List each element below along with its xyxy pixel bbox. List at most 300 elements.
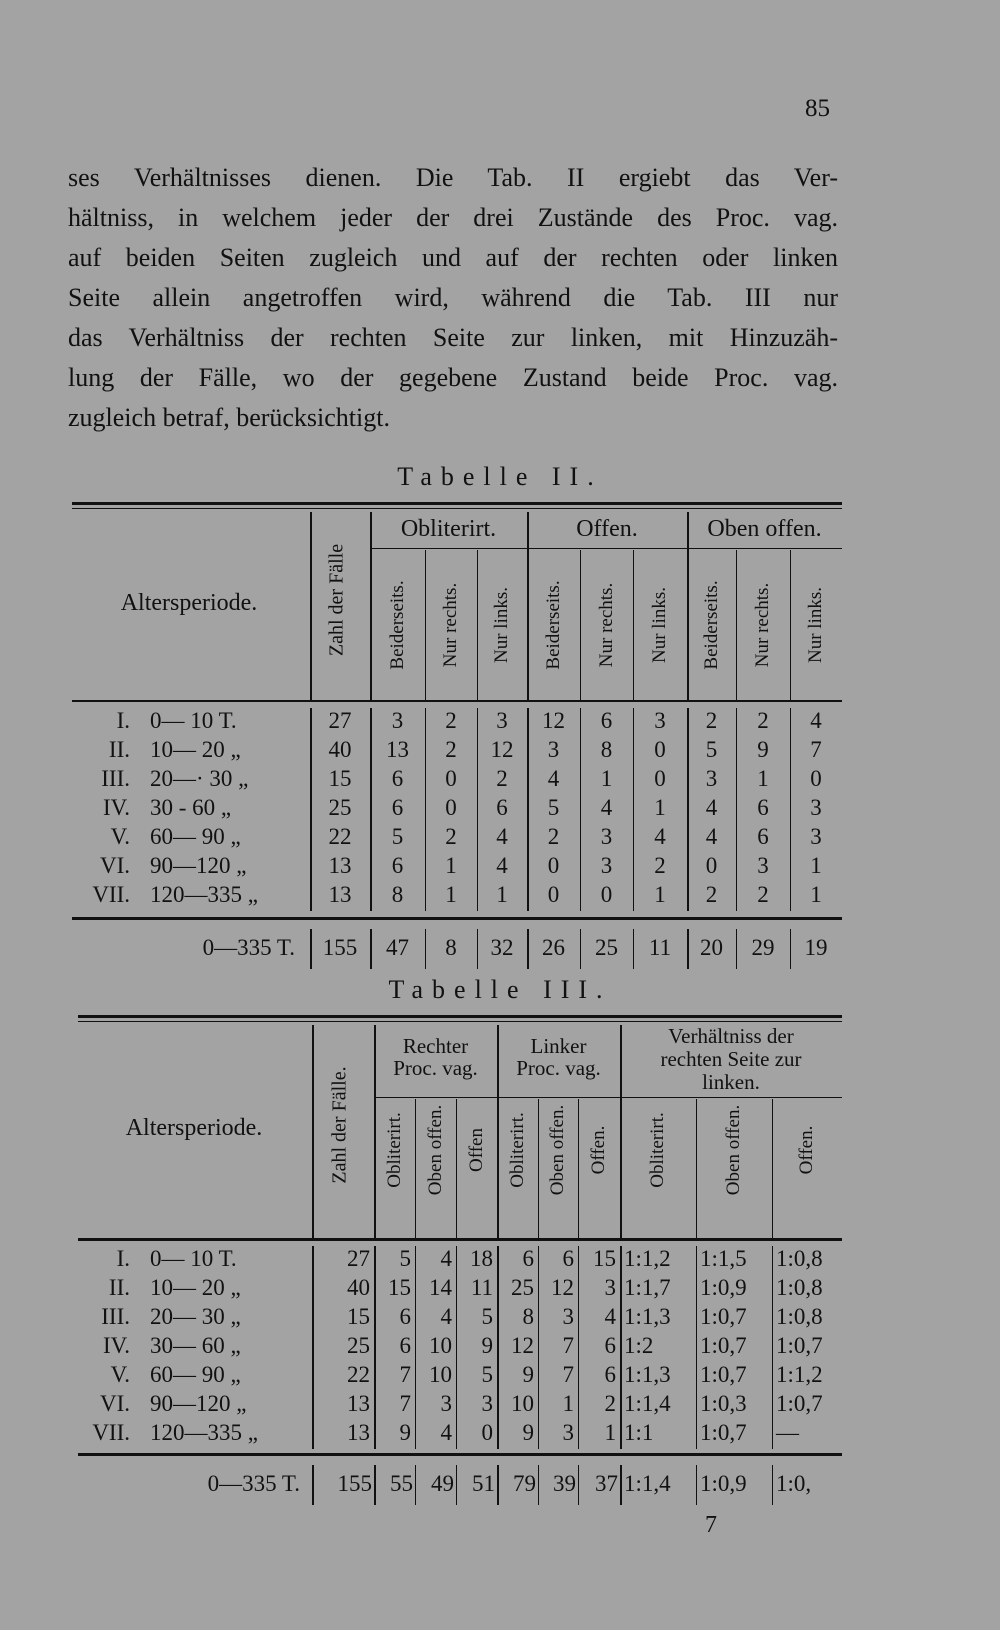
column-rule: [736, 550, 737, 700]
column-rule: [374, 1275, 376, 1304]
column-rule: [687, 512, 689, 700]
column-rule: [370, 766, 372, 795]
column-rule: [772, 1275, 773, 1304]
column-rule: [620, 1391, 622, 1420]
column-rule: [620, 1333, 622, 1362]
cell-value: 7: [810, 737, 822, 762]
cell-value: 3: [757, 853, 769, 878]
column-rule: [497, 1025, 499, 1238]
column-rule: [578, 1465, 579, 1505]
cell-value: 25: [347, 1333, 370, 1358]
column-rule: [477, 795, 478, 824]
cell-value: 1:1,2: [776, 1362, 823, 1387]
row-header-label: Altersperiode.: [120, 590, 258, 616]
cell-value: 15: [347, 1304, 370, 1329]
column-rule: [790, 795, 791, 824]
table-rule: [687, 548, 842, 549]
column-rule: [687, 708, 689, 737]
total-value: 47: [386, 935, 409, 960]
column-rule: [578, 1099, 579, 1238]
cell-value: 4: [440, 1420, 452, 1445]
cell-value: 2: [547, 824, 560, 849]
column-rule: [310, 766, 312, 795]
cell-value: 1:1,4: [624, 1391, 671, 1416]
table-rule: [72, 917, 842, 920]
column-rule: [456, 1420, 457, 1449]
column-rule: [374, 1465, 376, 1505]
cell-value: 1:0,3: [700, 1391, 747, 1416]
paragraph-line: Seite allein angetroffen wird, während die Tab. III nur: [68, 283, 838, 312]
column-rule: [687, 929, 689, 969]
column-rule: [374, 1304, 376, 1333]
cell-value: 7: [562, 1362, 574, 1387]
cell-value: 12: [551, 1275, 574, 1300]
row-number: VI.: [99, 853, 130, 878]
row-number: I.: [116, 708, 130, 733]
total-value: 25: [595, 935, 618, 960]
subheader: Oben offen.: [424, 1104, 446, 1196]
paragraph-line: auf beiden Seiten zugleich und auf der rechten oder linken: [68, 243, 838, 272]
group-header: Linker: [530, 1034, 587, 1058]
cell-value: 3: [440, 1391, 452, 1416]
cell-value: 0: [445, 795, 457, 820]
cell-value: 1: [757, 766, 769, 791]
cell-value: 2: [757, 708, 769, 733]
column-rule: [310, 929, 312, 969]
column-rule: [696, 1391, 697, 1420]
column-rule: [374, 1420, 376, 1449]
cell-value: 14: [429, 1275, 452, 1300]
subheader: Oben offen.: [547, 1104, 568, 1196]
column-rule: [415, 1362, 416, 1391]
row-number: IV.: [102, 795, 130, 820]
cell-value: 27: [347, 1246, 370, 1271]
total-value: 26: [542, 935, 565, 960]
cell-value: 10: [511, 1391, 534, 1416]
column-rule: [696, 1420, 697, 1449]
count-header: Zahl der Fälle: [325, 543, 348, 657]
cell-value: 4: [440, 1304, 452, 1329]
column-rule: [620, 1465, 622, 1505]
cell-value: 4: [705, 795, 718, 820]
column-rule: [580, 766, 581, 795]
table-rule: [72, 508, 842, 509]
paragraph-line: ses Verhältnisses dienen. Die Tab. II ergiebt das Ver-: [68, 163, 838, 192]
column-rule: [527, 853, 529, 882]
group-header: Offen.: [576, 516, 638, 542]
total-value: 39: [553, 1471, 576, 1496]
column-rule: [772, 1420, 773, 1449]
column-rule: [370, 708, 372, 737]
column-rule: [538, 1304, 539, 1333]
column-rule: [415, 1465, 416, 1505]
cell-value: 40: [347, 1275, 370, 1300]
column-rule: [310, 512, 312, 700]
cell-value: 0: [654, 766, 666, 791]
cell-value: 1:0,7: [700, 1304, 747, 1329]
cell-value: 1: [810, 853, 822, 878]
column-rule: [633, 929, 634, 969]
total-label: 0—335 T.: [202, 935, 295, 960]
total-value: 155: [322, 935, 358, 960]
cell-value: 13: [328, 853, 352, 878]
column-rule: [578, 1362, 579, 1391]
cell-value: 1:0,7: [700, 1333, 747, 1358]
cell-value: 6: [522, 1246, 534, 1271]
cell-value: 13: [328, 882, 352, 907]
cell-value: 5: [391, 824, 404, 849]
cell-value: 4: [654, 824, 666, 849]
row-range: 120—335 „: [150, 1420, 258, 1445]
row-range: 60— 90 „: [150, 1362, 241, 1387]
column-rule: [477, 853, 478, 882]
table-rule: [78, 1015, 842, 1018]
total-value: 1:1,4: [624, 1471, 671, 1496]
signature-mark: 7: [705, 1512, 717, 1538]
subheader: Oben offen.: [723, 1104, 744, 1196]
cell-value: 7: [562, 1333, 574, 1358]
column-rule: [736, 882, 737, 911]
total-value: 11: [648, 935, 672, 960]
column-rule: [477, 708, 478, 737]
cell-value: 1: [654, 795, 666, 820]
column-rule: [456, 1391, 457, 1420]
table-rule: [72, 700, 842, 702]
table-rule: [78, 1238, 842, 1241]
column-rule: [370, 882, 372, 911]
column-rule: [425, 882, 426, 911]
subheader: Beiderseits.: [700, 580, 722, 670]
column-rule: [696, 1362, 697, 1391]
cell-value: 4: [496, 853, 508, 878]
cell-value: 0: [600, 882, 613, 907]
cell-value: 4: [810, 708, 822, 733]
column-rule: [312, 1362, 314, 1391]
column-rule: [736, 708, 737, 737]
group-header: Obliterirt.: [400, 516, 497, 542]
column-rule: [312, 1333, 314, 1362]
column-rule: [374, 1391, 376, 1420]
cell-value: 1:1,5: [700, 1246, 747, 1271]
column-rule: [497, 1391, 499, 1420]
subheader: Nur rechts.: [595, 582, 617, 668]
cell-value: 9: [481, 1333, 493, 1358]
cell-value: 2: [604, 1391, 616, 1416]
column-rule: [310, 824, 312, 853]
column-rule: [580, 795, 581, 824]
cell-value: 1:0,9: [700, 1275, 747, 1300]
total-value: 79: [513, 1471, 536, 1496]
group-header: Verhältniss der: [668, 1024, 794, 1048]
column-rule: [620, 1420, 622, 1449]
column-rule: [310, 795, 312, 824]
cell-value: 1: [600, 766, 613, 791]
column-rule: [312, 1275, 314, 1304]
cell-value: 6: [757, 824, 769, 849]
subheader: Obliterirt.: [647, 1112, 668, 1188]
column-rule: [578, 1304, 579, 1333]
total-value: 155: [337, 1471, 372, 1496]
column-rule: [415, 1304, 416, 1333]
column-rule: [310, 708, 312, 737]
column-rule: [580, 929, 581, 969]
total-value: 1:0,9: [700, 1471, 747, 1496]
column-rule: [580, 824, 581, 853]
column-rule: [620, 1275, 622, 1304]
cell-value: 2: [757, 882, 769, 907]
table-rule: [78, 1021, 842, 1022]
cell-value: 1:0,8: [776, 1246, 823, 1271]
column-rule: [538, 1391, 539, 1420]
cell-value: 4: [705, 824, 718, 849]
column-rule: [425, 708, 426, 737]
column-rule: [772, 1246, 773, 1275]
cell-value: 18: [470, 1246, 493, 1271]
cell-value: 13: [386, 737, 409, 762]
cell-value: 22: [347, 1362, 370, 1387]
column-rule: [633, 882, 634, 911]
cell-value: 1:0,7: [776, 1391, 823, 1416]
cell-value: 3: [810, 824, 822, 849]
column-rule: [497, 1333, 499, 1362]
cell-value: 12: [490, 737, 514, 762]
cell-value: 7: [399, 1391, 411, 1416]
cell-value: 2: [705, 708, 718, 733]
total-value: 19: [804, 935, 828, 960]
group-header: rechten Seite zur: [660, 1047, 802, 1071]
cell-value: 15: [593, 1246, 616, 1271]
column-rule: [772, 1333, 773, 1362]
row-number: IV.: [102, 1333, 130, 1358]
row-range: 90—120 „: [150, 853, 247, 878]
cell-value: 3: [481, 1391, 493, 1416]
column-rule: [456, 1304, 457, 1333]
column-rule: [696, 1465, 697, 1505]
cell-value: 2: [445, 737, 457, 762]
cell-value: 9: [757, 737, 769, 762]
column-rule: [696, 1246, 697, 1275]
column-rule: [312, 1465, 314, 1505]
column-rule: [370, 512, 372, 700]
cell-value: 8: [522, 1304, 534, 1329]
cell-value: 1: [496, 882, 508, 907]
column-rule: [772, 1304, 773, 1333]
total-value: 8: [445, 935, 457, 960]
column-rule: [415, 1420, 416, 1449]
subheader: Nur links.: [805, 587, 826, 663]
column-rule: [456, 1246, 457, 1275]
cell-value: 1: [445, 853, 457, 878]
row-number: II.: [108, 737, 130, 762]
column-rule: [374, 1362, 376, 1391]
cell-value: 2: [445, 708, 457, 733]
subheader: Obliterirt.: [506, 1112, 528, 1188]
column-rule: [633, 824, 634, 853]
column-rule: [736, 929, 737, 969]
cell-value: 1:1,3: [624, 1362, 671, 1387]
column-rule: [772, 1391, 773, 1420]
cell-value: 5: [399, 1246, 411, 1271]
column-rule: [772, 1465, 773, 1505]
cell-value: 1: [562, 1391, 574, 1416]
column-rule: [687, 882, 689, 911]
row-range: 120—335 „: [150, 882, 258, 907]
total-value: 49: [431, 1471, 454, 1496]
column-rule: [772, 1362, 773, 1391]
row-number: VII.: [92, 1420, 130, 1445]
cell-value: 0: [654, 737, 666, 762]
column-rule: [497, 1362, 499, 1391]
column-rule: [578, 1246, 579, 1275]
cell-value: 3: [600, 853, 613, 878]
cell-value: 0: [547, 853, 560, 878]
row-number: I.: [116, 1246, 130, 1271]
column-rule: [415, 1275, 416, 1304]
column-rule: [633, 795, 634, 824]
column-rule: [415, 1391, 416, 1420]
table-rule: [78, 1453, 842, 1456]
row-range: 30 - 60 „: [150, 795, 232, 820]
cell-value: 27: [328, 708, 352, 733]
row-number: VII.: [92, 882, 130, 907]
column-rule: [736, 824, 737, 853]
cell-value: 6: [604, 1362, 616, 1387]
paragraph-line: zugleich betraf, berücksichtigt.: [68, 403, 390, 432]
column-rule: [790, 824, 791, 853]
cell-value: 1: [810, 882, 822, 907]
cell-value: 0: [705, 853, 718, 878]
column-rule: [736, 766, 737, 795]
cell-value: 13: [347, 1391, 370, 1416]
cell-value: 1: [654, 882, 666, 907]
row-range: 0— 10 T.: [150, 708, 237, 733]
column-rule: [425, 550, 426, 700]
row-number: III.: [101, 766, 130, 791]
column-rule: [497, 1275, 499, 1304]
column-rule: [538, 1099, 539, 1238]
subheader: Beiderseits.: [542, 580, 564, 670]
cell-value: 6: [604, 1333, 616, 1358]
total-value: 37: [595, 1471, 618, 1496]
column-rule: [578, 1420, 579, 1449]
cell-value: 0: [547, 882, 560, 907]
total-value: 32: [490, 935, 514, 960]
cell-value: 1:1,7: [624, 1275, 671, 1300]
column-rule: [527, 929, 529, 969]
row-range: 90—120 „: [150, 1391, 247, 1416]
column-rule: [580, 737, 581, 766]
cell-value: 3: [391, 708, 404, 733]
column-rule: [772, 1099, 773, 1238]
column-rule: [790, 737, 791, 766]
column-rule: [370, 824, 372, 853]
cell-value: 1:2: [624, 1333, 654, 1358]
subheader: Offen: [465, 1128, 487, 1172]
column-rule: [425, 795, 426, 824]
column-rule: [538, 1420, 539, 1449]
cell-value: 15: [388, 1275, 411, 1300]
cell-value: 3: [562, 1304, 574, 1329]
cell-value: 3: [547, 737, 560, 762]
column-rule: [312, 1025, 314, 1238]
column-rule: [527, 737, 529, 766]
column-rule: [620, 1304, 622, 1333]
page-number: 85: [805, 95, 830, 122]
column-rule: [497, 1420, 499, 1449]
cell-value: 25: [328, 795, 352, 820]
column-rule: [477, 766, 478, 795]
cell-value: 2: [654, 853, 666, 878]
column-rule: [578, 1275, 579, 1304]
cell-value: 6: [600, 708, 613, 733]
row-range: 20—· 30 „: [150, 766, 249, 791]
column-rule: [687, 766, 689, 795]
cell-value: 0: [810, 766, 822, 791]
cell-value: 8: [391, 882, 404, 907]
row-range: 10— 20 „: [150, 1275, 241, 1300]
column-rule: [620, 1362, 622, 1391]
cell-value: 40: [328, 737, 352, 762]
table2-caption: Tabelle II.: [397, 462, 603, 491]
cell-value: 1:1,2: [624, 1246, 671, 1271]
column-rule: [370, 929, 372, 969]
column-rule: [477, 737, 478, 766]
row-range: 30— 60 „: [150, 1333, 241, 1358]
column-rule: [374, 1333, 376, 1362]
column-rule: [527, 882, 529, 911]
column-rule: [310, 853, 312, 882]
column-rule: [696, 1304, 697, 1333]
column-rule: [456, 1465, 457, 1505]
cell-value: 6: [496, 795, 508, 820]
cell-value: 22: [328, 824, 352, 849]
table-rule: [370, 548, 527, 549]
group-header: linken.: [702, 1070, 760, 1094]
cell-value: 4: [440, 1246, 452, 1271]
cell-value: 9: [522, 1420, 534, 1445]
column-rule: [527, 512, 529, 700]
cell-value: 5: [481, 1304, 493, 1329]
cell-value: 1: [604, 1420, 616, 1445]
cell-value: 6: [399, 1304, 411, 1329]
column-rule: [687, 824, 689, 853]
cell-value: 6: [399, 1333, 411, 1358]
column-rule: [578, 1391, 579, 1420]
cell-value: 5: [547, 795, 560, 820]
subheader: Nur links.: [649, 587, 670, 663]
column-rule: [425, 766, 426, 795]
column-rule: [527, 766, 529, 795]
cell-value: 3: [705, 766, 718, 791]
row-range: 10— 20 „: [150, 737, 241, 762]
cell-value: 12: [542, 708, 565, 733]
cell-value: 5: [481, 1362, 493, 1387]
column-rule: [736, 737, 737, 766]
cell-value: 8: [600, 737, 613, 762]
cell-value: 5: [705, 737, 718, 762]
column-rule: [310, 882, 312, 911]
column-rule: [497, 1246, 499, 1275]
column-rule: [538, 1465, 539, 1505]
column-rule: [580, 550, 581, 700]
column-rule: [370, 795, 372, 824]
column-rule: [633, 708, 634, 737]
column-rule: [790, 708, 791, 737]
subheader: Offen.: [796, 1125, 817, 1175]
column-rule: [477, 929, 478, 969]
row-range: 60— 90 „: [150, 824, 241, 849]
table-rule: [72, 502, 842, 505]
